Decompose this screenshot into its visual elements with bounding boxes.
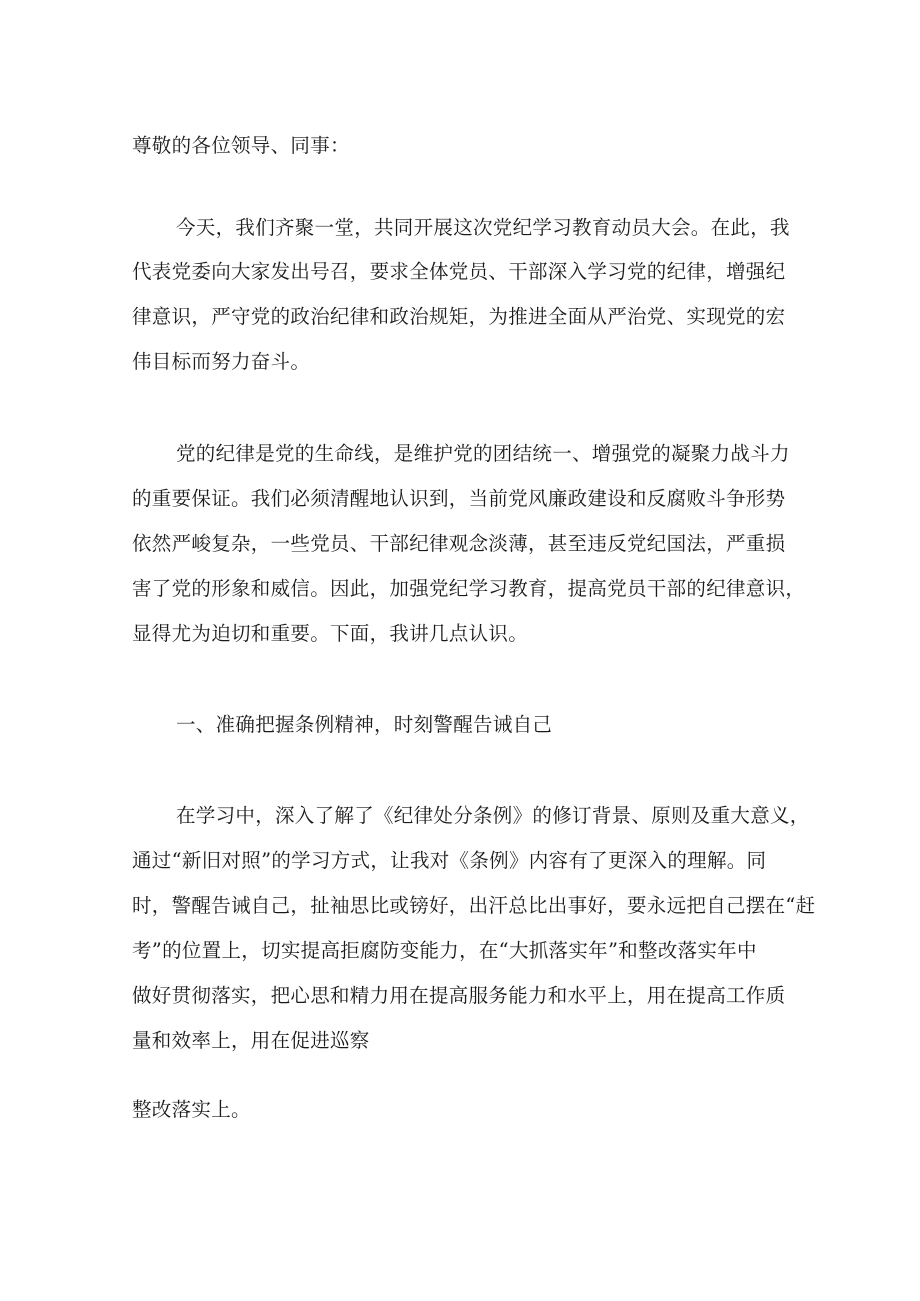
paragraph-2-line-3: 依然严峻复杂，一些党员、干部纪律观念淡薄，甚至违反党纪国法，严重损 [132,532,786,555]
paragraph-2-line-1: 党的纪律是党的生命线，是维护党的团结统一、增强党的凝聚力战斗力 [176,442,790,465]
paragraph-4: 整改落实上。 [132,1098,251,1121]
paragraph-1-line-3: 律意识，严守党的政治纪律和政治规矩，为推进全面从严治党、实现党的宏 [132,305,786,328]
paragraph-1-line-2: 代表党委向大家发出号召，要求全体党员、干部深入学习党的纪律，增强纪 [132,260,786,283]
paragraph-2-line-2: 的重要保证。我们必须清醒地认识到，当前党风廉政建设和反腐败斗争形势 [132,487,786,510]
paragraph-3-line-3: 时，警醒告诫自己，扯袖思比或镑好，出汗总比出事好，要永远把自己摆在“赶 [132,894,816,917]
paragraph-3-line-6: 量和效率上，用在促进巡察 [132,1029,370,1052]
paragraph-2-line-4: 害了党的形象和威信。因此，加强党纪学习教育，提高党员干部的纪律意识， [132,577,806,600]
paragraph-1-line-4: 伟目标而努力奋斗。 [132,350,311,373]
paragraph-3-line-4: 考”的位置上，切实提高拒腐防变能力，在“大抓落实年”和整改落实年中 [132,939,757,962]
paragraph-1-line-1: 今天，我们齐聚一堂，共同开展这次党纪学习教育动员大会。在此，我 [176,216,790,239]
paragraph-3-line-5: 做好贯彻落实，把心思和精力用在提高服务能力和水平上，用在提高工作质 [132,984,786,1007]
salutation: 尊敬的各位领导、同事： [132,134,350,157]
paragraph-3-line-2: 通过“新旧对照”的学习方式，让我对《条例》内容有了更深入的理解。同 [132,849,767,872]
section-heading-1: 一、准确把握条例精神，时刻警醒告诫自己 [176,713,553,736]
paragraph-2-line-5: 显得尤为迫切和重要。下面，我讲几点认识。 [132,622,529,645]
paragraph-3-line-1: 在学习中，深入了解了《纪律处分条例》的修订背景、原则及重大意义， [176,804,810,827]
